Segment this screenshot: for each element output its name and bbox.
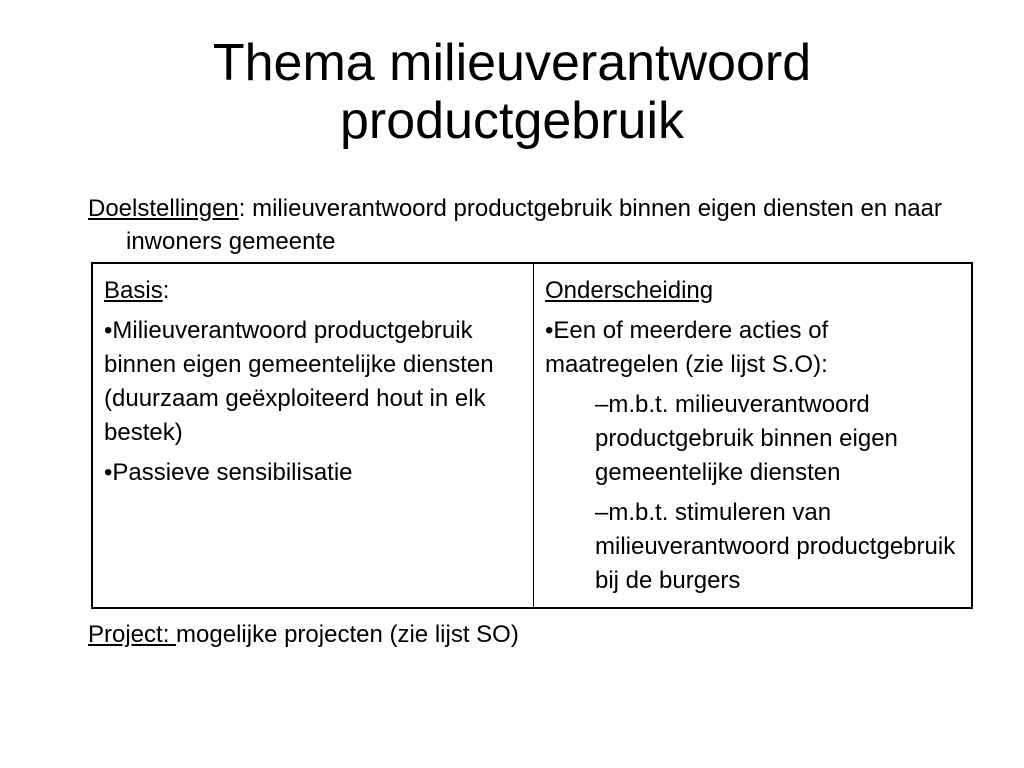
project-label: Project:: [88, 621, 177, 648]
objectives-text: : milieuverantwoord productgebruik binnen eigen diensten en naar inwoners gemeente: [126, 195, 942, 255]
slide-title-line-1: Thema milieuverantwoord: [212, 34, 812, 92]
onderscheiding-heading: [545, 274, 961, 308]
onderscheiding-subitem-1: –m.b.t. milieuverantwoord productgebruik binnen eigen gemeentelijke diensten: [595, 391, 898, 486]
onderscheiding-column: [534, 264, 971, 607]
project-paragraph: [88, 618, 519, 651]
onderscheiding-subitem-2: –m.b.t. stimuleren van milieuverantwoord productgebruik bij de burgers: [595, 499, 956, 594]
project-text: mogelijke projecten (zie lijst SO): [176, 621, 519, 648]
basis-bullet-1: •Milieuverantwoord productgebruik binnen eigen gemeentelijke diensten (duurzaam geëxploiteerd hout in elk bestek): [104, 317, 494, 446]
basis-column: [93, 264, 534, 607]
basis-heading: [104, 274, 523, 308]
criteria-table: [91, 262, 973, 609]
objectives-label: Doelstellingen: [88, 195, 239, 222]
onderscheiding-heading-label: Onderscheiding: [545, 277, 714, 304]
slide-title: [0, 34, 1024, 150]
basis-heading-suffix: :: [162, 277, 170, 304]
objectives-paragraph: [88, 192, 946, 258]
onderscheiding-bullet-1: •Een of meerdere acties of maatregelen (zie lijst S.O):: [545, 317, 829, 378]
basis-bullet-2: •Passieve sensibilisatie: [104, 459, 353, 486]
basis-heading-label: Basis: [104, 277, 163, 304]
slide-title-line-2: productgebruik: [340, 92, 684, 150]
